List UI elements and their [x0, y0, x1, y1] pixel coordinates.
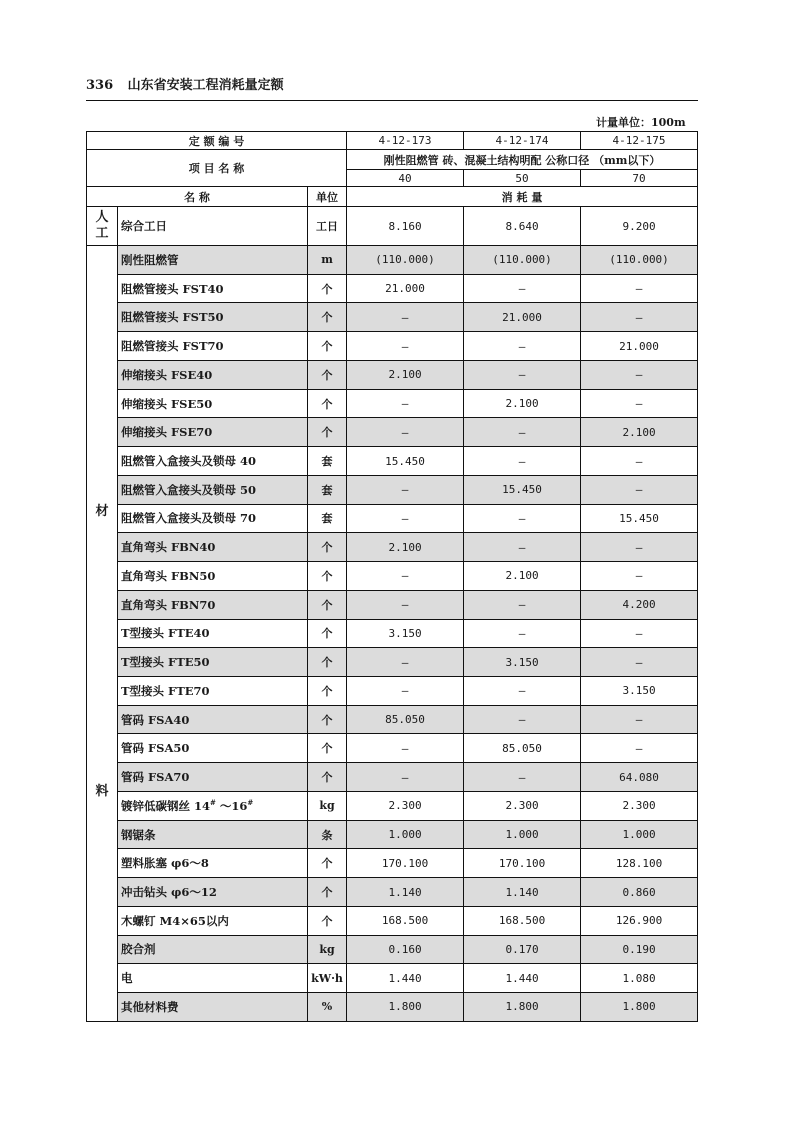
material-value: — [347, 418, 464, 447]
material-category-bottom: 料 [95, 784, 109, 799]
material-unit: 个 [308, 619, 347, 648]
material-row [87, 274, 698, 303]
material-row [87, 677, 698, 706]
column-unit-label: 单位 [308, 187, 347, 207]
material-name: 直角弯头 FBN70 [118, 590, 308, 619]
material-unit: 个 [308, 849, 347, 878]
material-value: 0.170 [464, 935, 581, 964]
material-row [87, 705, 698, 734]
diameter: 50 [464, 170, 581, 187]
material-value: 3.150 [347, 619, 464, 648]
material-name: 伸缩接头 FSE70 [118, 418, 308, 447]
material-row [87, 648, 698, 677]
book-title: 山东省安装工程消耗量定额 [127, 78, 284, 93]
material-name: 电 [118, 964, 308, 993]
material-value: — [464, 705, 581, 734]
material-unit: 个 [308, 274, 347, 303]
quota-code-label: 定 额 编 号 [87, 132, 347, 150]
material-value: — [464, 418, 581, 447]
material-row [87, 849, 698, 878]
material-value: 0.190 [581, 935, 698, 964]
material-value: — [347, 303, 464, 332]
material-name: T型接头 FTE40 [118, 619, 308, 648]
material-value: 1.800 [347, 993, 464, 1022]
material-unit: % [308, 993, 347, 1022]
labor-item-unit: 工日 [308, 207, 347, 246]
material-value: (110.000) [464, 246, 581, 275]
material-name: 直角弯头 FBN40 [118, 533, 308, 562]
page-header [86, 74, 284, 93]
material-value: — [464, 332, 581, 361]
material-row [87, 734, 698, 763]
material-name: 木螺钉 M4×65以内 [118, 906, 308, 935]
quota-table [86, 131, 698, 1022]
material-value: — [581, 619, 698, 648]
material-row [87, 906, 698, 935]
material-unit: 个 [308, 360, 347, 389]
material-value: 1.800 [581, 993, 698, 1022]
material-value: 15.450 [464, 475, 581, 504]
material-value: 1.000 [347, 820, 464, 849]
material-value: 15.450 [347, 447, 464, 476]
material-unit: 条 [308, 820, 347, 849]
material-value: — [581, 360, 698, 389]
material-name: 阻燃管接头 FST50 [118, 303, 308, 332]
material-value: — [581, 562, 698, 591]
material-value: — [581, 274, 698, 303]
material-value: 2.100 [581, 418, 698, 447]
material-value: — [464, 360, 581, 389]
material-value: — [581, 303, 698, 332]
material-unit: 个 [308, 878, 347, 907]
material-value: 21.000 [347, 274, 464, 303]
material-name: 镀锌低碳钢丝 14# ～16# [118, 791, 308, 820]
material-name: T型接头 FTE50 [118, 648, 308, 677]
material-name: 阻燃管入盒接头及锁母 70 [118, 504, 308, 533]
material-name: 管码 FSA50 [118, 734, 308, 763]
material-value: 1.440 [464, 964, 581, 993]
material-value: 2.300 [581, 791, 698, 820]
material-unit: 个 [308, 389, 347, 418]
material-row [87, 475, 698, 504]
material-category [87, 246, 118, 1022]
material-name: T型接头 FTE70 [118, 677, 308, 706]
material-row [87, 964, 698, 993]
material-value: 85.050 [464, 734, 581, 763]
diameter: 40 [347, 170, 464, 187]
material-unit: 个 [308, 418, 347, 447]
material-value: — [464, 274, 581, 303]
material-row [87, 878, 698, 907]
material-unit: 个 [308, 332, 347, 361]
material-value: 1.140 [464, 878, 581, 907]
labor-item-name: 综合工日 [118, 207, 308, 246]
material-value: (110.000) [347, 246, 464, 275]
material-value: 1.000 [464, 820, 581, 849]
column-consumption-label: 消 耗 量 [347, 187, 698, 207]
material-unit: 个 [308, 533, 347, 562]
material-name: 冲击钻头 φ6～12 [118, 878, 308, 907]
material-row [87, 562, 698, 591]
material-unit: m [308, 246, 347, 275]
material-value: — [464, 619, 581, 648]
material-value: — [464, 763, 581, 792]
material-value: — [464, 677, 581, 706]
material-unit: 个 [308, 303, 347, 332]
labor-value: 8.640 [464, 207, 581, 246]
quota-code: 4-12-175 [581, 132, 698, 150]
material-value: 1.080 [581, 964, 698, 993]
material-row [87, 246, 698, 275]
material-name: 其他材料费 [118, 993, 308, 1022]
material-value: — [464, 590, 581, 619]
material-row [87, 590, 698, 619]
material-value: 1.000 [581, 820, 698, 849]
material-unit: 个 [308, 705, 347, 734]
material-value: 1.440 [347, 964, 464, 993]
material-row [87, 447, 698, 476]
material-name: 塑料胀塞 φ6～8 [118, 849, 308, 878]
material-row [87, 993, 698, 1022]
material-row [87, 389, 698, 418]
material-name: 刚性阻燃管 [118, 246, 308, 275]
material-value: 2.300 [464, 791, 581, 820]
material-unit: kW·h [308, 964, 347, 993]
material-unit: 个 [308, 648, 347, 677]
material-name: 管码 FSA40 [118, 705, 308, 734]
material-value: — [347, 590, 464, 619]
material-row [87, 533, 698, 562]
material-unit: 个 [308, 906, 347, 935]
material-value: — [347, 677, 464, 706]
material-value: 4.200 [581, 590, 698, 619]
material-name: 钢锯条 [118, 820, 308, 849]
material-row [87, 935, 698, 964]
material-row [87, 360, 698, 389]
material-name: 胶合剂 [118, 935, 308, 964]
header-rule [86, 100, 698, 101]
material-unit: 套 [308, 447, 347, 476]
material-value: — [581, 533, 698, 562]
material-name: 伸缩接头 FSE40 [118, 360, 308, 389]
material-value: 21.000 [581, 332, 698, 361]
material-value: 2.100 [464, 389, 581, 418]
material-value: — [581, 389, 698, 418]
material-value: — [581, 648, 698, 677]
material-value: 1.140 [347, 878, 464, 907]
material-value: 3.150 [581, 677, 698, 706]
labor-value: 9.200 [581, 207, 698, 246]
material-value: — [581, 447, 698, 476]
material-value: 170.100 [347, 849, 464, 878]
material-row [87, 418, 698, 447]
material-value: — [347, 648, 464, 677]
material-value: 0.160 [347, 935, 464, 964]
material-value: — [347, 332, 464, 361]
item-name-label: 项 目 名 称 [87, 150, 347, 187]
material-value: — [464, 504, 581, 533]
material-unit: kg [308, 791, 347, 820]
material-value: — [581, 475, 698, 504]
material-row [87, 791, 698, 820]
labor-value: 8.160 [347, 207, 464, 246]
material-unit: 个 [308, 677, 347, 706]
material-name: 阻燃管入盒接头及锁母 50 [118, 475, 308, 504]
material-value: — [347, 562, 464, 591]
material-value: — [464, 533, 581, 562]
material-row [87, 332, 698, 361]
material-value: 168.500 [464, 906, 581, 935]
item-description: 刚性阻燃管 砖、混凝土结构明配 公称口径 （mm以下） [347, 150, 698, 170]
material-unit: 个 [308, 590, 347, 619]
material-name: 阻燃管接头 FST70 [118, 332, 308, 361]
material-name: 伸缩接头 FSE50 [118, 389, 308, 418]
material-row [87, 619, 698, 648]
material-unit: 套 [308, 504, 347, 533]
material-row [87, 820, 698, 849]
material-value: — [464, 447, 581, 476]
material-value: 1.800 [464, 993, 581, 1022]
material-unit: 个 [308, 763, 347, 792]
labor-category: 人工 [87, 207, 118, 246]
material-unit: kg [308, 935, 347, 964]
material-value: — [347, 389, 464, 418]
material-value: — [347, 763, 464, 792]
material-value: 128.100 [581, 849, 698, 878]
column-name-label: 名 称 [87, 187, 308, 207]
material-value: 64.080 [581, 763, 698, 792]
material-value: — [347, 504, 464, 533]
material-value: 21.000 [464, 303, 581, 332]
material-unit: 个 [308, 734, 347, 763]
material-value: 2.300 [347, 791, 464, 820]
material-row [87, 504, 698, 533]
material-row [87, 763, 698, 792]
material-name: 阻燃管接头 FST40 [118, 274, 308, 303]
quota-code: 4-12-174 [464, 132, 581, 150]
material-value: — [347, 475, 464, 504]
quota-code: 4-12-173 [347, 132, 464, 150]
material-value: 2.100 [347, 360, 464, 389]
material-value: — [581, 705, 698, 734]
material-name: 阻燃管入盒接头及锁母 40 [118, 447, 308, 476]
material-name: 管码 FSA70 [118, 763, 308, 792]
diameter: 70 [581, 170, 698, 187]
material-value: 170.100 [464, 849, 581, 878]
material-value: 168.500 [347, 906, 464, 935]
material-category-top: 材 [95, 504, 109, 519]
measurement-unit-note: 计量单位：100m [596, 116, 686, 129]
material-value: 3.150 [464, 648, 581, 677]
material-value: — [347, 734, 464, 763]
material-value: 85.050 [347, 705, 464, 734]
material-row [87, 303, 698, 332]
material-name: 直角弯头 FBN50 [118, 562, 308, 591]
material-value: 2.100 [347, 533, 464, 562]
material-value: (110.000) [581, 246, 698, 275]
material-value: — [581, 734, 698, 763]
material-unit: 套 [308, 475, 347, 504]
material-value: 2.100 [464, 562, 581, 591]
page-number: 336 [86, 78, 114, 93]
material-value: 126.900 [581, 906, 698, 935]
material-value: 15.450 [581, 504, 698, 533]
material-value: 0.860 [581, 878, 698, 907]
material-unit: 个 [308, 562, 347, 591]
